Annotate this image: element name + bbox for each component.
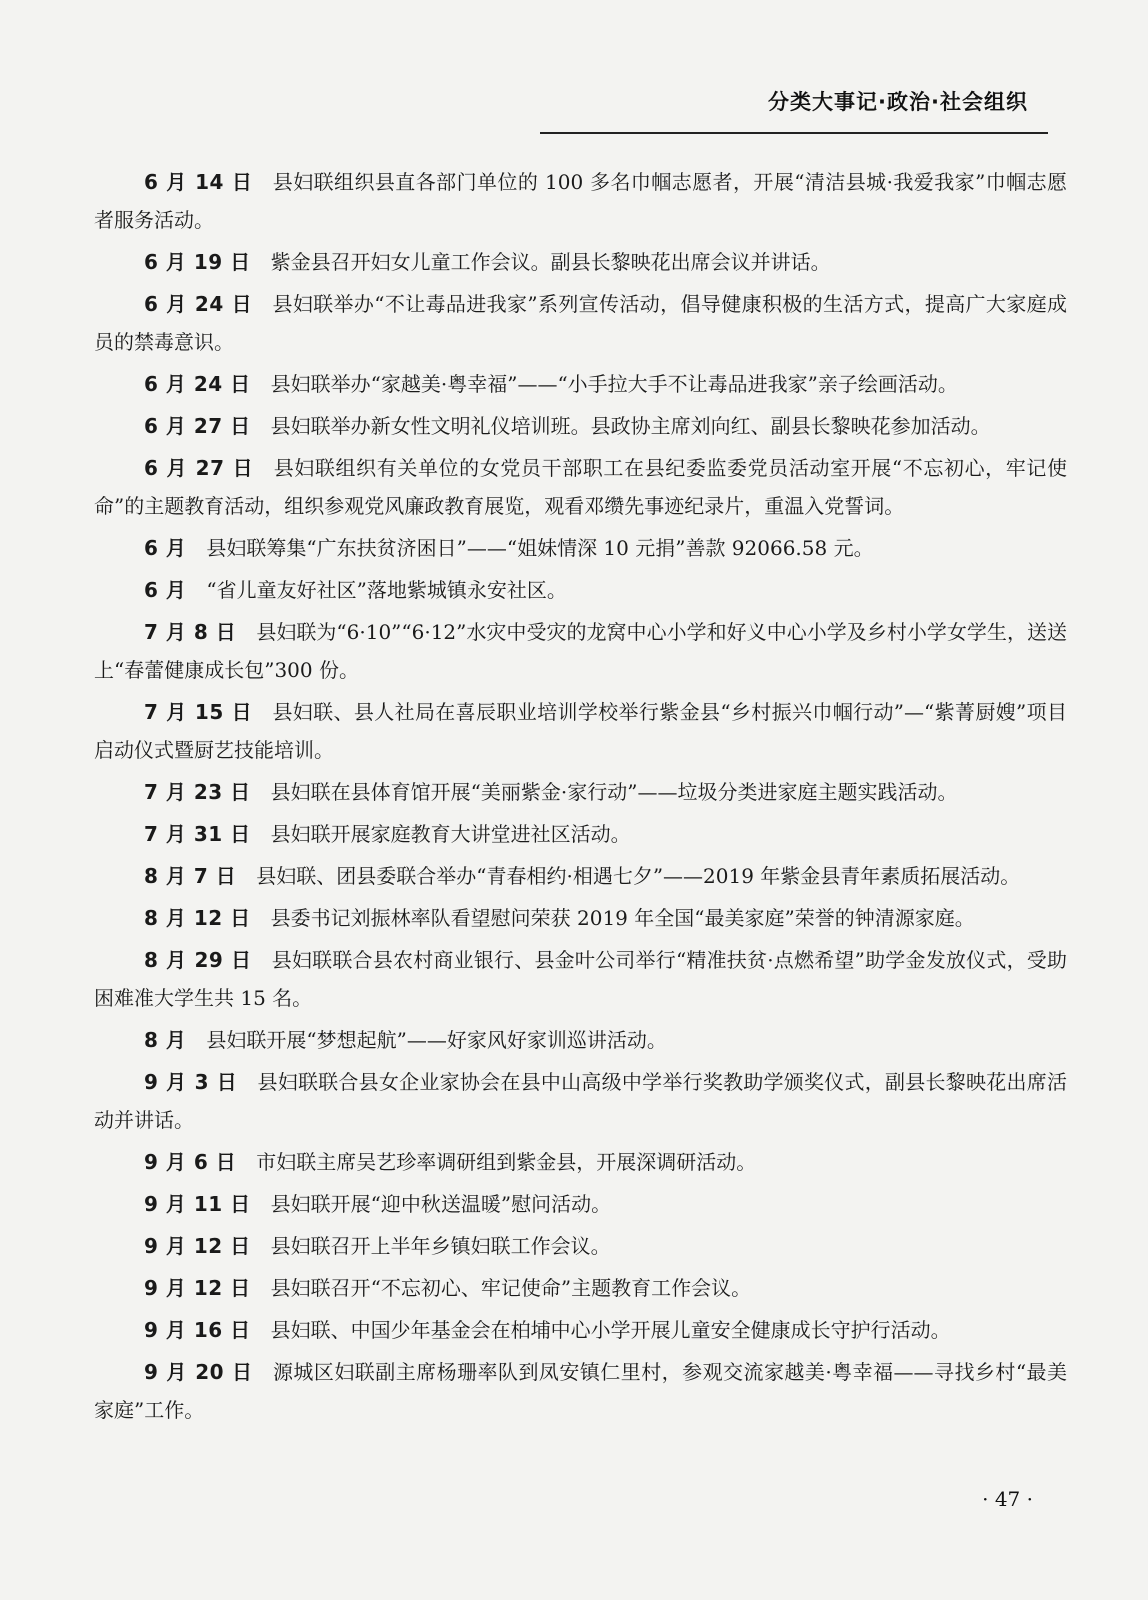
chronicle-entry bbox=[94, 529, 1067, 567]
header-rule bbox=[540, 132, 1048, 134]
entry-date: 6 月 27 日 bbox=[144, 414, 251, 438]
chronicle-entry bbox=[94, 407, 1067, 445]
entry-text: 县妇联、中国少年基金会在柏埔中心小学开展儿童安全健康成长守护行活动。 bbox=[270, 1318, 951, 1342]
chronicle-entry bbox=[94, 899, 1067, 937]
entry-date: 7 月 8 日 bbox=[144, 620, 237, 644]
chronicle-entry bbox=[94, 1185, 1067, 1223]
entry-text: 县妇联开展家庭教育大讲堂进社区活动。 bbox=[270, 822, 631, 846]
chronicle-entry bbox=[94, 571, 1067, 609]
chronicle-entries bbox=[94, 163, 1067, 1433]
chronicle-entry bbox=[94, 1063, 1067, 1139]
page-number: · 47 · bbox=[982, 1487, 1033, 1511]
entry-text: 县妇联为“6·10”“6·12”水灾中受灾的龙窝中心小学和好义中心小学及乡村小学女学生，送送上“春蕾健康成长包”300 份。 bbox=[94, 620, 1067, 682]
chronicle-entry bbox=[94, 941, 1067, 1017]
entry-text: 县妇联举办新女性文明礼仪培训班。县政协主席刘向红、副县长黎映花参加活动。 bbox=[270, 414, 991, 438]
chronicle-entry bbox=[94, 693, 1067, 769]
entry-text: 县妇联召开“不忘初心、牢记使命”主题教育工作会议。 bbox=[270, 1276, 752, 1300]
chronicle-entry bbox=[94, 773, 1067, 811]
chronicle-entry bbox=[94, 243, 1067, 281]
chronicle-entry bbox=[94, 815, 1067, 853]
chronicle-entry bbox=[94, 613, 1067, 689]
entry-date: 8 月 bbox=[144, 1028, 187, 1052]
entry-text: 县妇联在县体育馆开展“美丽紫金·家行动”——垃圾分类进家庭主题实践活动。 bbox=[270, 780, 958, 804]
entry-date: 9 月 12 日 bbox=[144, 1234, 251, 1258]
entry-date: 9 月 20 日 bbox=[144, 1360, 253, 1384]
entry-date: 9 月 3 日 bbox=[144, 1070, 238, 1094]
entry-text: 市妇联主席吴艺珍率调研组到紫金县，开展深调研活动。 bbox=[256, 1150, 757, 1174]
entry-date: 6 月 bbox=[144, 578, 187, 602]
entry-date: 9 月 11 日 bbox=[144, 1192, 251, 1216]
entry-date: 6 月 27 日 bbox=[144, 456, 254, 480]
entry-text: 县妇联、县人社局在喜辰职业培训学校举行紫金县“乡村振兴巾帼行动”—“紫菁厨嫂”项目启动仪式暨厨艺技能培训。 bbox=[94, 700, 1067, 762]
entry-text: 紫金县召开妇女儿童工作会议。副县长黎映花出席会议并讲话。 bbox=[270, 250, 831, 274]
entry-text: 县妇联举办“家越美·粤幸福”——“小手拉大手不让毒品进我家”亲子绘画活动。 bbox=[270, 372, 958, 396]
entry-date: 6 月 24 日 bbox=[144, 372, 251, 396]
entry-date: 6 月 14 日 bbox=[144, 170, 253, 194]
entry-text: 县妇联筹集“广东扶贫济困日”——“姐妹情深 10 元捐”善款 92066.58 元。 bbox=[206, 536, 874, 560]
entry-date: 8 月 29 日 bbox=[144, 948, 252, 972]
entry-date: 7 月 23 日 bbox=[144, 780, 251, 804]
chronicle-entry bbox=[94, 449, 1067, 525]
entry-date: 6 月 19 日 bbox=[144, 250, 251, 274]
chronicle-entry bbox=[94, 1269, 1067, 1307]
entry-text: 源城区妇联副主席杨珊率队到凤安镇仁里村，参观交流家越美·粤幸福——寻找乡村“最美家庭”工作。 bbox=[94, 1360, 1067, 1422]
entry-text: “省儿童友好社区”落地紫城镇永安社区。 bbox=[206, 578, 567, 602]
entry-date: 9 月 16 日 bbox=[144, 1318, 251, 1342]
entry-date: 9 月 12 日 bbox=[144, 1276, 251, 1300]
chronicle-entry bbox=[94, 365, 1067, 403]
entry-date: 6 月 bbox=[144, 536, 187, 560]
entry-date: 7 月 31 日 bbox=[144, 822, 251, 846]
running-header: 分类大事记·政治·社会组织 bbox=[768, 90, 1028, 114]
entry-text: 县妇联组织有关单位的女党员干部职工在县纪委监委党员活动室开展“不忘初心，牢记使命”的主题教育活动，组织参观党风廉政教育展览，观看邓缵先事迹纪录片，重温入党誓词。 bbox=[94, 456, 1067, 518]
entry-date: 7 月 15 日 bbox=[144, 700, 253, 724]
chronicle-entry bbox=[94, 1227, 1067, 1265]
entry-text: 县妇联、团县委联合举办“青春相约·相遇七夕”——2019 年紫金县青年素质拓展活动。 bbox=[256, 864, 1021, 888]
chronicle-entry bbox=[94, 857, 1067, 895]
chronicle-entry bbox=[94, 285, 1067, 361]
entry-text: 县委书记刘振林率队看望慰问荣获 2019 年全国“最美家庭”荣誉的钟清源家庭。 bbox=[270, 906, 975, 930]
entry-text: 县妇联举办“不让毒品进我家”系列宣传活动，倡导健康积极的生活方式，提高广大家庭成员的禁毒意识。 bbox=[94, 292, 1068, 354]
chronicle-entry bbox=[94, 1353, 1067, 1429]
entry-text: 县妇联联合县农村商业银行、县金叶公司举行“精准扶贫·点燃希望”助学金发放仪式，受助困难准大学生共 15 名。 bbox=[94, 948, 1067, 1010]
chronicle-entry bbox=[94, 1311, 1067, 1349]
entry-date: 9 月 6 日 bbox=[144, 1150, 237, 1174]
chronicle-entry bbox=[94, 1143, 1067, 1181]
entry-date: 8 月 7 日 bbox=[144, 864, 237, 888]
entry-text: 县妇联召开上半年乡镇妇联工作会议。 bbox=[270, 1234, 611, 1258]
entry-text: 县妇联联合县女企业家协会在县中山高级中学举行奖教助学颁奖仪式，副县长黎映花出席活动并讲话。 bbox=[94, 1070, 1067, 1132]
chronicle-entry bbox=[94, 1021, 1067, 1059]
entry-text: 县妇联开展“梦想起航”——好家风好家训巡讲活动。 bbox=[206, 1028, 667, 1052]
entry-date: 6 月 24 日 bbox=[144, 292, 253, 316]
entry-text: 县妇联开展“迎中秋送温暖”慰问活动。 bbox=[270, 1192, 612, 1216]
entry-text: 县妇联组织县直各部门单位的 100 多名巾帼志愿者，开展“清洁县城·我爱我家”巾帼志愿者服务活动。 bbox=[94, 170, 1067, 232]
chronicle-entry bbox=[94, 163, 1067, 239]
entry-date: 8 月 12 日 bbox=[144, 906, 251, 930]
